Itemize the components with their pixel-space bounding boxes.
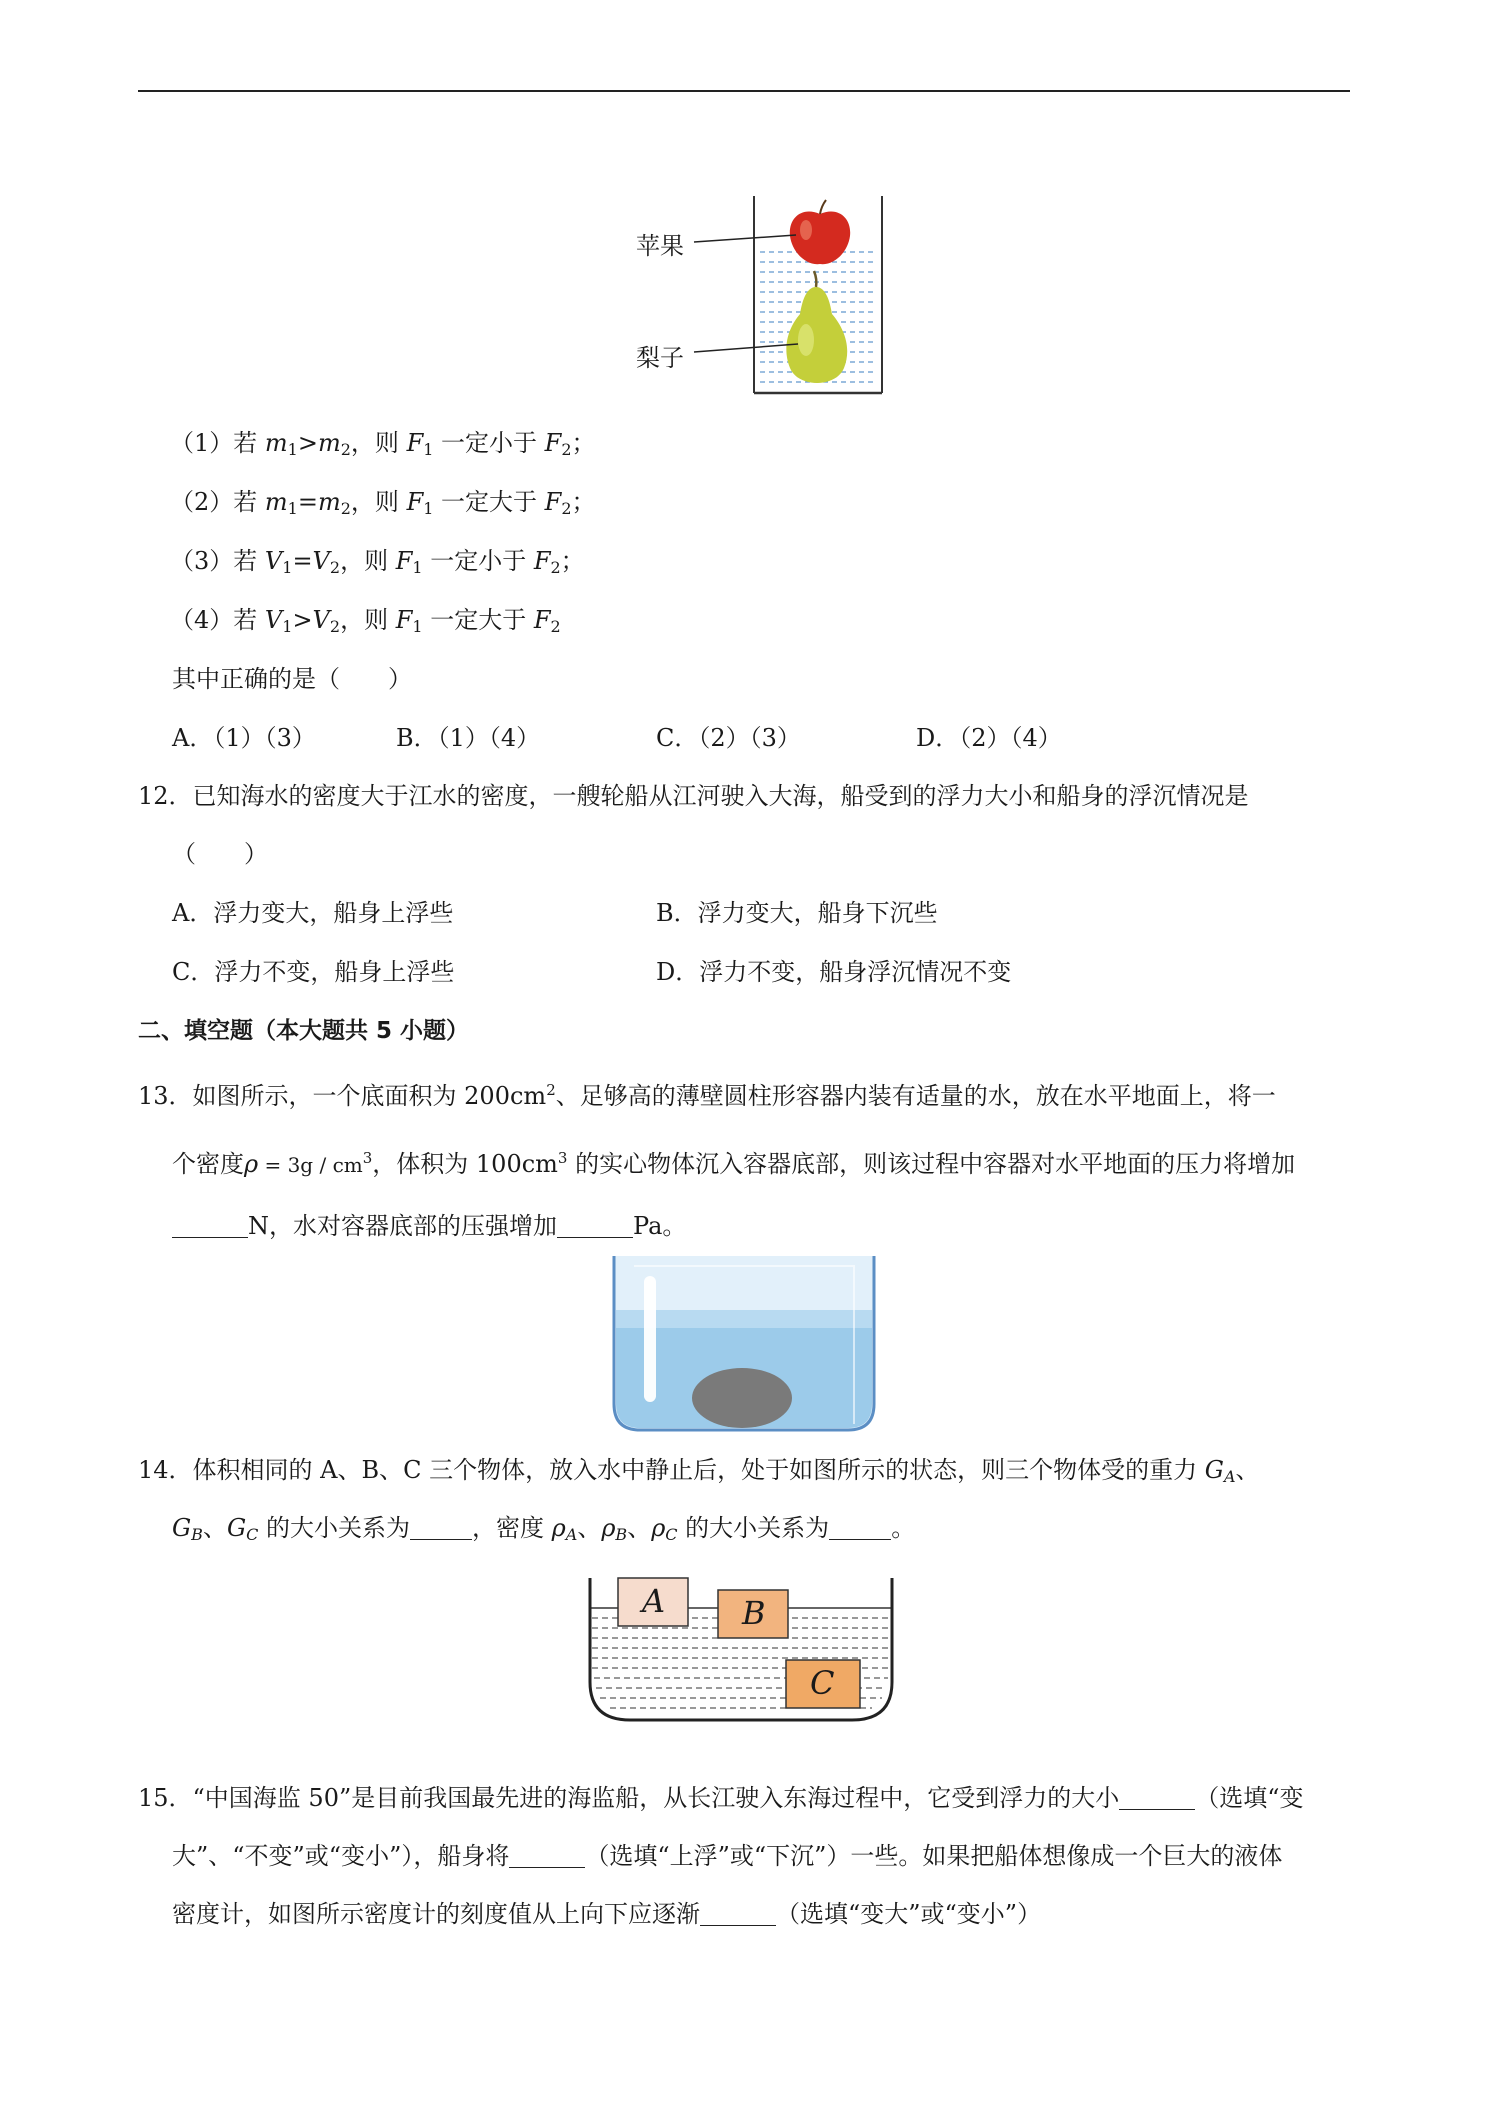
- block-b-label: B: [742, 1594, 766, 1632]
- beaker-diagram: [608, 1254, 880, 1434]
- block-c-label: C: [810, 1664, 835, 1702]
- q13-stem-line2: 个密度$\rho = 3g / cm^3$，体积为 $100cm^3$ 的实心物体沉入容器底部，则该过程中容器对水平地面的压力将增加: [172, 1149, 1296, 1178]
- blocks-figure: [586, 1576, 896, 1724]
- apple-pear-figure: [630, 190, 890, 400]
- q12-option-a: A．浮力变大，船身上浮些: [172, 899, 454, 927]
- q12-stem: 12．已知海水的密度大于江水的密度，一艘轮船从江河驶入大海，船受到的浮力大小和船身的浮沉情况是: [138, 782, 1249, 810]
- q11-option-b: B．（1）（4）: [396, 724, 541, 752]
- beaker-figure: [608, 1254, 880, 1434]
- q15-stem-line2: 大”、“不变”或“变小”），船身将 （选填“上浮”或“下沉”）一些。如果把船体想像成一个巨大的液体: [172, 1842, 1283, 1870]
- q14-stem-line2: $G_B$、$G_C$ 的大小关系为 ，密度 $\rho_A$、$\rho_B$、$\rho_C$ 的大小关系为 。: [172, 1514, 916, 1544]
- apple-label: 苹果: [636, 232, 684, 260]
- q13-stem-line3: N，水对容器底部的压强增加 Pa。: [172, 1210, 686, 1242]
- q11-option-d: D．（2）（4）: [916, 724, 1062, 752]
- blocks-diagram: [586, 1576, 896, 1724]
- apple-pointer: [694, 235, 796, 242]
- answer-blank[interactable]: [829, 1515, 891, 1540]
- q11-statement-4: （4）若 $V_1>V_2$，则 $F_1$ 一定大于 $F_2$: [170, 606, 561, 636]
- q11-option-c: C．（2）（3）: [656, 724, 801, 752]
- apple-stem: [820, 200, 826, 214]
- block-a-label: A: [642, 1582, 666, 1620]
- q14-stem-line1: 14．体积相同的 A、B、C 三个物体，放入水中静止后，处于如图所示的状态，则三个物体受的重力 $G_A$、: [138, 1456, 1260, 1486]
- stone: [692, 1368, 792, 1428]
- answer-blank[interactable]: [557, 1213, 633, 1238]
- q15-stem-line1: 15．“中国海监 50”是目前我国最先进的海监船，从长江驶入东海过程中，它受到浮力的大小 （选填“变: [138, 1784, 1304, 1812]
- q15-stem-line3: 密度计，如图所示密度计的刻度值从上向下应逐渐 （选填“变大”或“变小”）: [172, 1900, 1042, 1928]
- q11-statement-3: （3）若 $V_1=V_2$，则 $F_1$ 一定小于 $F_2$；: [170, 547, 585, 577]
- q11-statement-1: （1）若 $m_1>m_2$，则 $F_1$ 一定小于 $F_2$；: [170, 429, 596, 459]
- pear-label: 梨子: [636, 344, 684, 372]
- answer-blank[interactable]: [700, 1901, 776, 1926]
- q11-option-a: A．（1）（3）: [172, 724, 316, 752]
- section-heading: 二、填空题（本大题共 5 小题）: [138, 1018, 470, 1044]
- answer-blank[interactable]: [172, 1213, 248, 1238]
- q12-option-d: D．浮力不变，船身浮沉情况不变: [656, 958, 1012, 986]
- q11-prompt: 其中正确的是（ ）: [172, 665, 412, 693]
- q12-stem-cont: （ ）: [172, 840, 268, 868]
- q13-stem-line1: 13．如图所示，一个底面积为 $200cm^2$、足够高的薄壁圆柱形容器内装有适量的水，放在水平地面上，将一: [138, 1081, 1276, 1110]
- q12-option-b: B．浮力变大，船身下沉些: [656, 899, 938, 927]
- header-rule: [138, 90, 1350, 92]
- answer-blank[interactable]: [1119, 1785, 1195, 1810]
- glass-highlight: [644, 1276, 656, 1402]
- q11-statement-2: （2）若 $m_1=m_2$，则 $F_1$ 一定大于 $F_2$；: [170, 488, 596, 518]
- answer-blank[interactable]: [509, 1843, 585, 1868]
- answer-blank[interactable]: [410, 1515, 472, 1540]
- q12-option-c: C．浮力不变，船身上浮些: [172, 958, 455, 986]
